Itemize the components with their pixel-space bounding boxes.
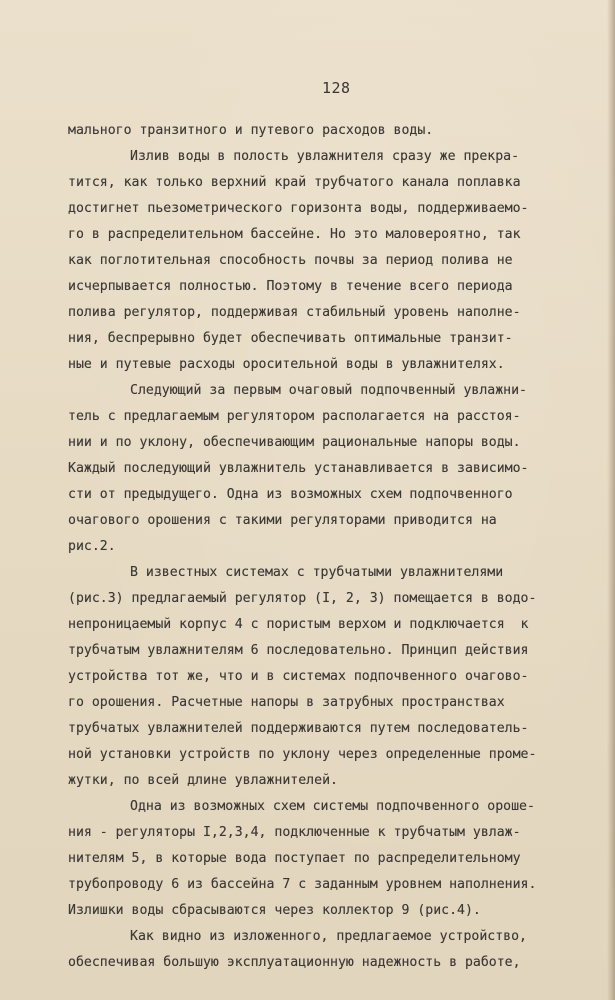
text-line: Одна из возможных схем системы подпочвенного ороше- (130, 799, 535, 814)
text-line: Каждый последующий увлажнитель устанавливается в зависимо- (68, 461, 529, 476)
text-line: полива регулятор, поддерживая стабильный уровень наполне- (68, 305, 521, 320)
text-line: исчерпывается полностью. Поэтому в течение всего периода (68, 279, 513, 294)
text-line: нии и по уклону, обеспечивающим рациональные напоры воды. (68, 435, 521, 450)
text-line: Излишки воды сбрасываются через коллектор 9 (рис.4). (68, 903, 481, 918)
text-line: ния - регуляторы I,2,3,4, подключенные к трубчатым увлаж- (68, 825, 521, 840)
text-line: непроницаемый корпус 4 с пористым верхом и подключается к (68, 617, 529, 632)
text-line: трубчатых увлажнителей поддерживаются путем последователь- (68, 721, 529, 736)
text-line: рис.2. (68, 539, 116, 554)
text-line: жутки, по всей длине увлажнителей. (68, 773, 338, 788)
text-line: Излив воды в полость увлажнителя сразу же прекра- (130, 149, 520, 164)
text-line: очагового орошения с такими регуляторами приводится на (68, 513, 497, 528)
text-line: мального транзитного и путевого расходов воды. (68, 123, 434, 138)
text-line: обеспечивая большую эксплуатационную надежность в работе, (68, 955, 521, 970)
text-line: сти от предыдущего. Одна из возможных схем подпочвенного (68, 487, 513, 502)
text-line: тель с предлагаемым регулятором располагается на расстоя- (68, 409, 521, 424)
text-line: го в распределительном бассейне. Но это маловероятно, так (68, 227, 521, 242)
text-line: трубчатым увлажнителям 6 последовательно. Принцип действия (68, 643, 529, 658)
text-line: В известных системах с трубчатыми увлажнителями (130, 565, 504, 580)
text-line: тится, как только верхний край трубчатого канала поплавка (68, 175, 521, 190)
text-line: ния, беспрерывно будет обеспечивать оптимальные транзит- (68, 331, 513, 346)
text-line: го орошения. Расчетные напоры в затрубных пространствах (68, 695, 505, 710)
text-line: достигнет пьезометрического горизонта воды, поддерживаемо- (68, 201, 529, 216)
text-line: нителям 5, в которые вода поступает по распределительному (68, 851, 521, 866)
text-line: (рис.3) предлагаемый регулятор (I, 2, 3) помещается в водо- (68, 591, 537, 606)
text-line: трубопроводу 6 из бассейна 7 с заданным уровнем наполнения. (68, 877, 537, 892)
page-edge-shadow (607, 0, 615, 1000)
text-line: устройства тот же, что и в системах подпочвенного очагово- (68, 669, 529, 684)
text-line: Следующий за первым очаговый подпочвенный увлажни- (130, 383, 527, 398)
text-line: Как видно из изложенного, предлагаемое устройство, (130, 929, 527, 944)
text-line: как поглотительная способность почвы за период полива не (68, 253, 513, 268)
text-line: ной установки устройств по уклону через определенные проме- (68, 747, 537, 762)
page-number: 128 (322, 79, 351, 97)
text-line: ные и путевые расходы оросительной воды в увлажнителях. (68, 357, 505, 372)
